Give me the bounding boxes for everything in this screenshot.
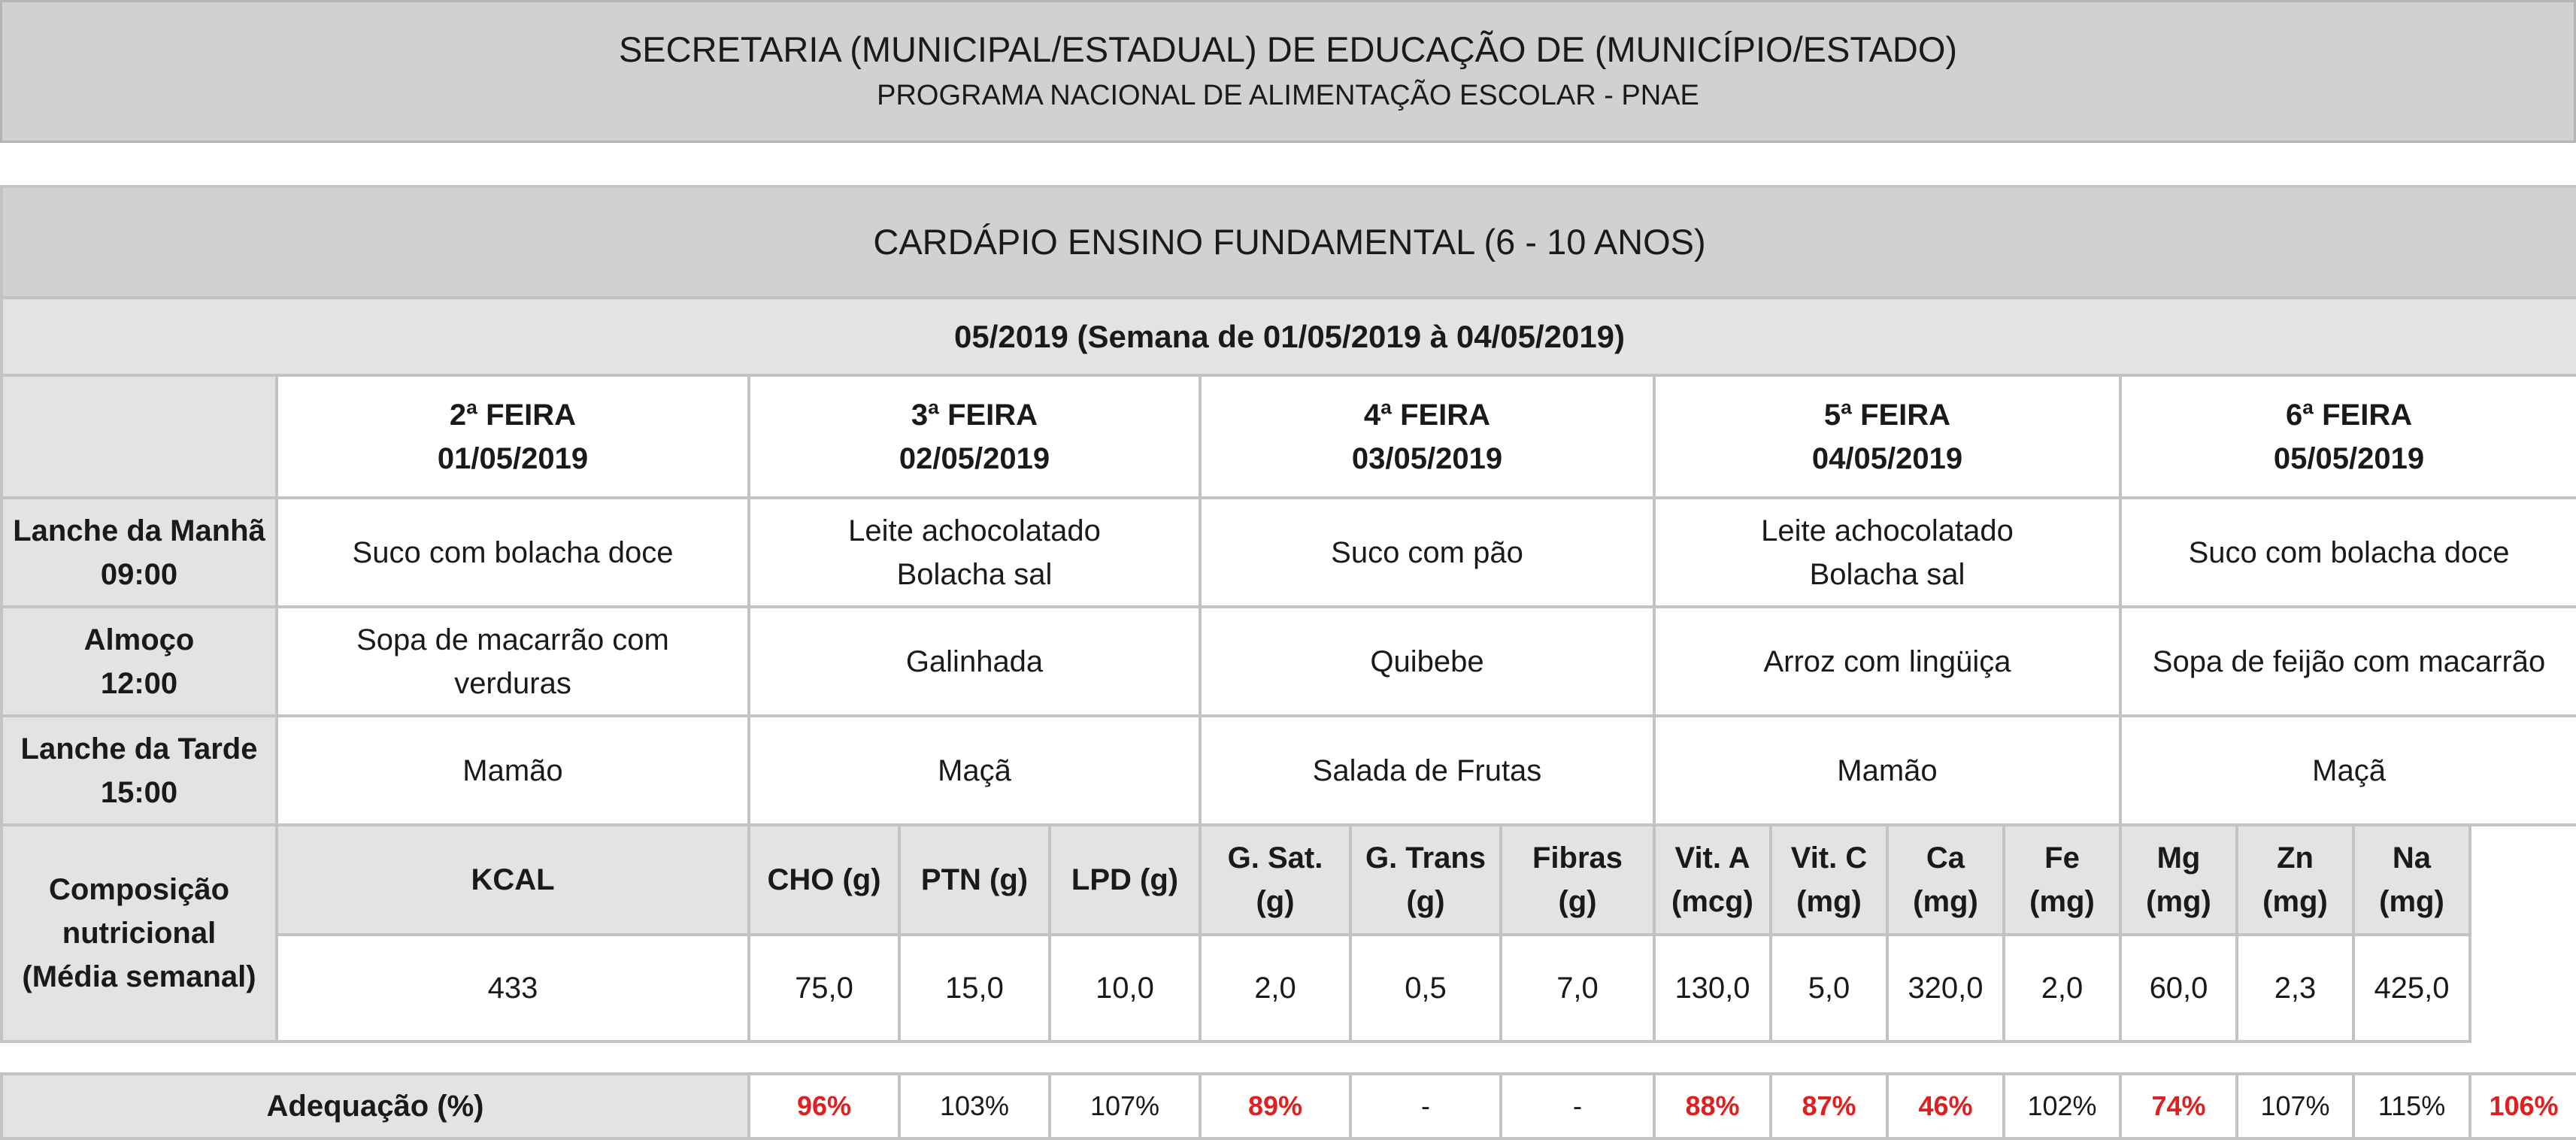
- nutrient-value: 15,0: [899, 935, 1050, 1041]
- cell-line: Fibras: [1532, 841, 1623, 875]
- meal-row: [2, 607, 2576, 716]
- nutrient-header: [2353, 825, 2470, 935]
- nutrient-header: [2120, 825, 2237, 935]
- nutrient-value: 320,0: [1887, 935, 2004, 1041]
- day-name: 3ª FEIRA: [911, 398, 1038, 432]
- nutrient-header: [1887, 825, 2004, 935]
- cell-line: (mg): [1796, 885, 1862, 918]
- cell-line: G. Trans: [1365, 841, 1487, 875]
- cell-line: Maçã: [2312, 753, 2386, 787]
- nutrient-header: [277, 825, 749, 935]
- cell-line: CHO (g): [767, 863, 881, 896]
- cell-line: Suco com bolacha doce: [2188, 535, 2510, 569]
- cell-line: (mg): [2262, 885, 2328, 918]
- nutrient-value: 130,0: [1654, 935, 1771, 1041]
- cell-line: Bolacha sal: [896, 557, 1053, 591]
- adequacy-value: -: [1350, 1074, 1501, 1138]
- meal-cell: [1200, 607, 1654, 716]
- header-title: SECRETARIA (MUNICIPAL/ESTADUAL) DE EDUCAÇÃO DE (MUNICÍPIO/ESTADO): [618, 29, 1958, 69]
- nutrition-values-row: [2, 935, 2576, 1041]
- cell-line: Arroz com lingüiça: [1763, 644, 2011, 678]
- nutrient-header: [1771, 825, 1887, 935]
- meal-cell: [1654, 498, 2120, 607]
- week-label: 05/2019 (Semana de 01/05/2019 à 04/05/2019): [2, 298, 2576, 375]
- cell-line: (mg): [1913, 885, 1978, 918]
- nutrient-value: 0,5: [1350, 935, 1501, 1041]
- meal-cell: [1200, 716, 1654, 825]
- meal-cell: [749, 607, 1200, 716]
- nutrient-header: [2237, 825, 2353, 935]
- adequacy-value: 88%: [1654, 1074, 1771, 1138]
- adequacy-value: 107%: [2237, 1074, 2353, 1138]
- adequacy-value: 107%: [1050, 1074, 1200, 1138]
- meal-cell: [277, 498, 749, 607]
- header-banner: [0, 0, 2576, 143]
- adequacy-value: 74%: [2120, 1074, 2237, 1138]
- adequacy-value: 106%: [2470, 1074, 2576, 1138]
- nutrient-header: [749, 825, 899, 935]
- nutrient-header: [1050, 825, 1200, 935]
- cell-line: Suco com pão: [1331, 535, 1523, 569]
- day-name: 2ª FEIRA: [449, 398, 577, 432]
- cell-line: Mg: [2156, 841, 2201, 875]
- meal-row: [2, 716, 2576, 825]
- nutrient-value: 2,0: [2004, 935, 2120, 1041]
- cell-line: (mg): [2379, 885, 2444, 918]
- cell-line: KCAL: [471, 863, 555, 896]
- adequacy-value: 102%: [2004, 1074, 2120, 1138]
- cell-line: Na: [2392, 841, 2432, 875]
- cell-line: Mamão: [1837, 753, 1938, 787]
- cell-line: (g): [1558, 885, 1597, 918]
- adequacy-label: Adequação (%): [2, 1074, 749, 1138]
- day-name: 5ª FEIRA: [1823, 398, 1951, 432]
- nutrient-header: [899, 825, 1050, 935]
- cell-line: Sopa de macarrão com: [356, 623, 669, 656]
- meal-cell: [749, 498, 1200, 607]
- nutrition-label: Composição nutricional (Média semanal): [2, 825, 277, 1041]
- cell-line: Bolacha sal: [1809, 557, 1965, 591]
- nutrient-header: [1350, 825, 1501, 935]
- nutrient-header: [1200, 825, 1350, 935]
- cell-line: Sopa de feijão com macarrão: [2152, 644, 2546, 678]
- day-date: 04/05/2019: [1811, 441, 1963, 475]
- adequacy-table: [0, 1072, 2576, 1140]
- nutrient-value: 75,0: [749, 935, 899, 1041]
- days-header-row: [2, 375, 2576, 498]
- cell-line: Fe: [2044, 841, 2080, 875]
- meal-label: [2, 716, 277, 825]
- cell-line: Salada de Frutas: [1312, 753, 1542, 787]
- nutrient-header: [1654, 825, 1771, 935]
- cell-line: Suco com bolacha doce: [352, 535, 674, 569]
- meal-cell: [1654, 607, 2120, 716]
- menu-title: CARDÁPIO ENSINO FUNDAMENTAL (6 - 10 ANOS): [2, 186, 2576, 298]
- nutrient-value: 2,3: [2237, 935, 2353, 1041]
- adequacy-value: -: [1501, 1074, 1654, 1138]
- meal-time: 12:00: [100, 666, 178, 700]
- day-name: 6ª FEIRA: [2285, 398, 2413, 432]
- cell-line: Ca: [1926, 841, 1965, 875]
- meal-cell: [749, 716, 1200, 825]
- meal-cell: [277, 716, 749, 825]
- cell-line: verduras: [454, 666, 571, 700]
- nutrient-value: 2,0: [1200, 935, 1350, 1041]
- cell-line: Leite achocolatado: [1761, 514, 2014, 547]
- adequacy-value: 46%: [1887, 1074, 2004, 1138]
- nutrient-header: [1501, 825, 1654, 935]
- day-header-3: [1200, 375, 1654, 498]
- meal-cell: [1200, 498, 1654, 607]
- cell-line: G. Sat. (g): [1227, 841, 1323, 918]
- day-date: 05/05/2019: [2273, 441, 2425, 475]
- cell-line: Vit. A: [1674, 841, 1750, 875]
- menu-table: [0, 185, 2576, 1043]
- meal-cell: [2120, 716, 2576, 825]
- cell-line: Quibebe: [1370, 644, 1484, 678]
- cell-line: Zn: [2277, 841, 2314, 875]
- nutrient-value: 60,0: [2120, 935, 2237, 1041]
- cell-line: (mcg): [1671, 885, 1753, 918]
- nutrient-value: 5,0: [1771, 935, 1887, 1041]
- meal-name: Almoço: [83, 623, 195, 656]
- day-name: 4ª FEIRA: [1363, 398, 1491, 432]
- adequacy-value: 115%: [2353, 1074, 2470, 1138]
- adequacy-value: 103%: [899, 1074, 1050, 1138]
- meal-label: [2, 498, 277, 607]
- adequacy-value: 96%: [749, 1074, 899, 1138]
- cell-line: (mg): [2146, 885, 2211, 918]
- day-header-4: [1654, 375, 2120, 498]
- cell-line: PTN (g): [920, 863, 1029, 896]
- meal-name: Lanche da Tarde: [20, 732, 258, 766]
- nutrient-value: 10,0: [1050, 935, 1200, 1041]
- cell-line: LPD (g): [1071, 863, 1179, 896]
- day-date: 01/05/2019: [437, 441, 589, 475]
- meal-row: [2, 498, 2576, 607]
- meal-cell: [2120, 498, 2576, 607]
- meal-time: 15:00: [100, 775, 178, 809]
- adequacy-value: 89%: [1200, 1074, 1350, 1138]
- meal-cell: [1654, 716, 2120, 825]
- meal-name: Lanche da Manhã: [13, 514, 265, 547]
- cell-line: Maçã: [938, 753, 1011, 787]
- nutrient-value: 433: [277, 935, 749, 1041]
- nutrition-header-row: [2, 825, 2576, 935]
- cell-line: Leite achocolatado: [848, 514, 1101, 547]
- cell-line: Vit. C: [1790, 841, 1868, 875]
- meal-cell: [277, 607, 749, 716]
- day-date: 02/05/2019: [899, 441, 1050, 475]
- corner-cell: [2, 375, 277, 498]
- cell-line: (g): [1406, 885, 1445, 918]
- meal-label: [2, 607, 277, 716]
- day-date: 03/05/2019: [1351, 441, 1503, 475]
- adequacy-row: [2, 1074, 2576, 1138]
- day-header-5: [2120, 375, 2576, 498]
- header-subtitle: PROGRAMA NACIONAL DE ALIMENTAÇÃO ESCOLAR - PNAE: [877, 80, 1699, 111]
- adequacy-value: 87%: [1771, 1074, 1887, 1138]
- cell-line: Mamão: [462, 753, 563, 787]
- cell-line: (mg): [2029, 885, 2095, 918]
- nutrient-value: 425,0: [2353, 935, 2470, 1041]
- day-header-2: [749, 375, 1200, 498]
- day-header-1: [277, 375, 749, 498]
- cell-line: Galinhada: [905, 644, 1044, 678]
- nutrient-value: 7,0: [1501, 935, 1654, 1041]
- nutrient-header: [2004, 825, 2120, 935]
- meal-cell: [2120, 607, 2576, 716]
- meal-time: 09:00: [100, 557, 178, 591]
